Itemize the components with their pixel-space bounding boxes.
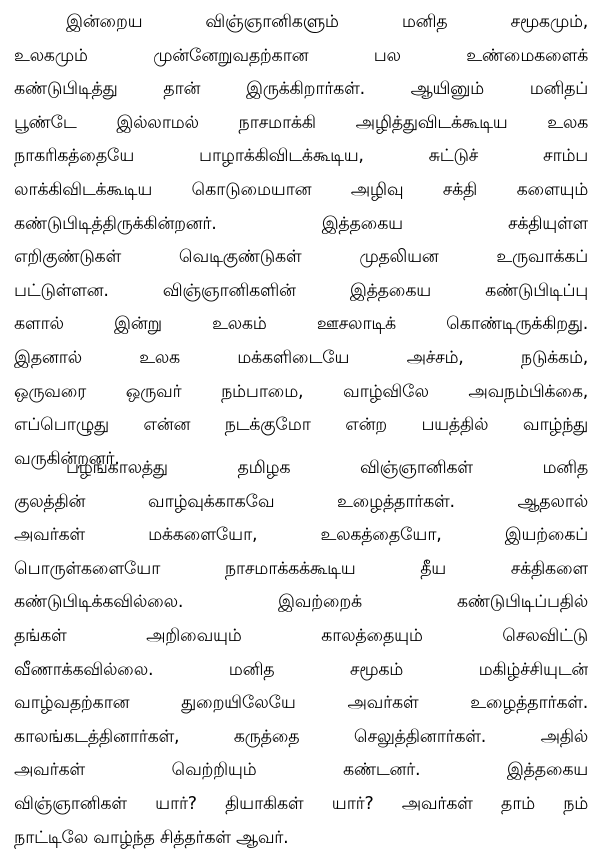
text-line: உலகமும் முன்னேறுவதற்கான பல உண்மைகளைக் bbox=[14, 45, 588, 66]
text-line: குலத்தின் வாழ்வுக்காகவே உழைத்தார்கள். ஆதலால் bbox=[14, 491, 588, 512]
text-line: எப்பொழுது என்ன நடக்குமோ என்ற பயத்தில் வாழ்ந்து bbox=[14, 415, 588, 436]
text-line: லாக்கிவிடக்கூடிய கொடுமையான அழிவு சக்தி களையும் bbox=[14, 179, 588, 200]
text-line: அவர்கள் மக்களையோ, உலகத்தையோ, இயற்கைப் bbox=[14, 525, 588, 546]
text-line: நாகரிகத்தையே பாழாக்கிவிடக்கூடிய, சுட்டுச் சாம்ப bbox=[14, 146, 588, 167]
paragraph-modern-scientists bbox=[14, 6, 588, 476]
text-line: கண்டுபிடித்திருக்கின்றனர். இத்தகைய சக்தியுள்ள bbox=[14, 213, 588, 234]
text-line: ஒருவரை ஒருவர் நம்பாமை, வாழ்விலே அவநம்பிக்கை, bbox=[14, 381, 588, 402]
text-line: எறிகுண்டுகள் வெடிகுண்டுகள் முதலியன உருவாக்கப் bbox=[14, 247, 588, 268]
text-line: கண்டுபிடித்து தான் இருக்கிறார்கள். ஆயினும் மனிதப் bbox=[14, 79, 588, 100]
text-line: தங்கள் அறிவையும் காலத்தையும் செலவிட்டு bbox=[14, 625, 588, 646]
text-line: நாட்டிலே வாழ்ந்த சித்தர்கள் ஆவர். bbox=[14, 827, 289, 848]
paragraph-ancient-scientists bbox=[14, 452, 588, 855]
text-line: பழங்காலத்து தமிழக விஞ்ஞானிகள் மனித bbox=[66, 458, 588, 478]
text-line: வருகின்றனர். bbox=[14, 448, 120, 469]
text-line: அவர்கள் வெற்றியும் கண்டனர். இத்தகைய bbox=[14, 760, 588, 781]
text-line: பட்டுள்ளன. விஞ்ஞானிகளின் இத்தகைய கண்டுபிடிப்பு bbox=[14, 280, 588, 301]
text-line: பொருள்களையோ நாசமாக்கக்கூடிய தீய சக்திகளை bbox=[14, 558, 588, 579]
text-line: வாழ்வதற்கான துறையிலேயே அவர்கள் உழைத்தார்கள். bbox=[14, 693, 588, 714]
text-line: கண்டுபிடிக்கவில்லை. இவற்றைக் கண்டுபிடிப்பதில் bbox=[14, 592, 588, 613]
text-line: இதனால் உலக மக்களிடையே அச்சம், நடுக்கம், bbox=[14, 347, 588, 368]
text-line: பூண்டே இல்லாமல் நாசமாக்கி அழித்துவிடக்கூடிய உலக bbox=[14, 112, 588, 133]
text-line: வீணாக்கவில்லை. மனித சமூகம் மகிழ்ச்சியுடன் bbox=[14, 659, 588, 680]
text-line: காலங்கடத்தினார்கள், கருத்தை செலுத்தினார்கள். அதில் bbox=[14, 726, 588, 747]
text-line: விஞ்ஞானிகள் யார்? தியாகிகள் யார்? அவர்கள் தாம் நம் bbox=[14, 793, 588, 814]
text-line: இன்றைய விஞ்ஞானிகளும் மனித சமூகமும், bbox=[66, 12, 588, 32]
text-line: களால் இன்று உலகம் ஊசலாடிக் கொண்டிருக்கிறது. bbox=[14, 314, 588, 335]
